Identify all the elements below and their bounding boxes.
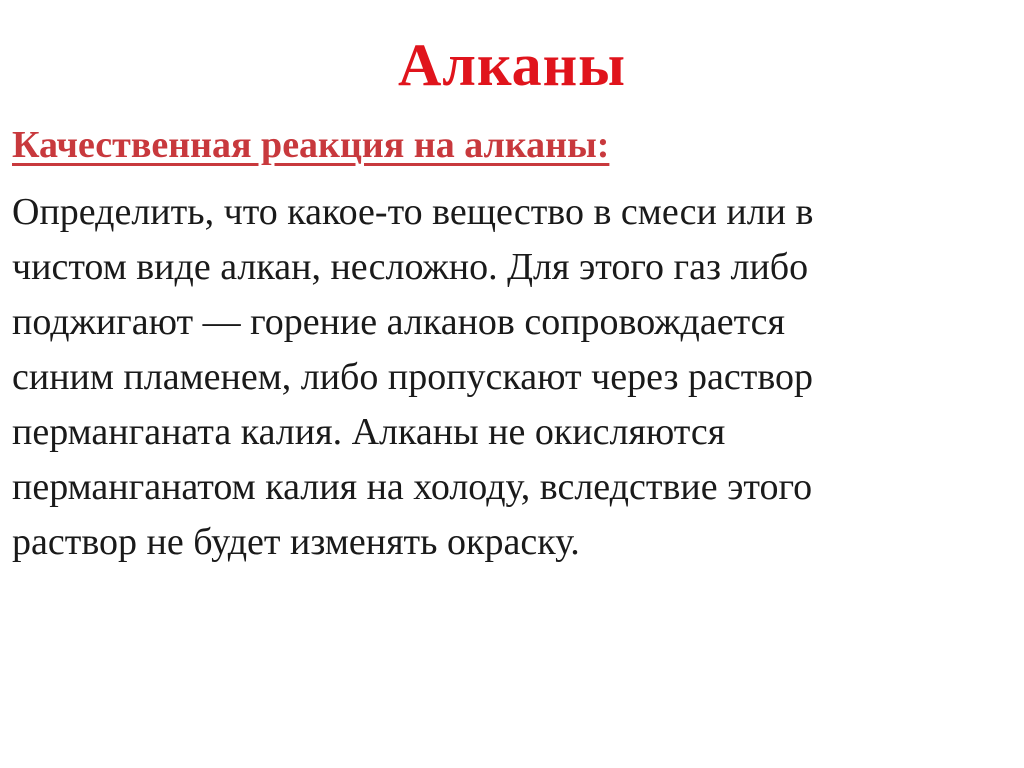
slide-body xyxy=(12,185,1012,570)
body-line: Определить, что какое-то вещество в смеси или в xyxy=(12,191,814,233)
slide-subtitle: Качественная реакция на алканы: xyxy=(12,124,610,166)
body-line: перманганата калия. Алканы не окисляются xyxy=(12,411,726,453)
slide-title: Алканы xyxy=(397,32,627,98)
body-line: чистом виде алкан, несложно. Для этого газ либо xyxy=(12,246,809,288)
body-line: синим пламенем, либо пропускают через раствор xyxy=(12,356,814,398)
body-line: перманганатом калия на холоду, вследствие этого xyxy=(12,466,813,508)
body-line: поджигают — горение алканов сопровождается xyxy=(12,301,786,343)
body-line: раствор не будет изменять окраску. xyxy=(12,521,580,563)
